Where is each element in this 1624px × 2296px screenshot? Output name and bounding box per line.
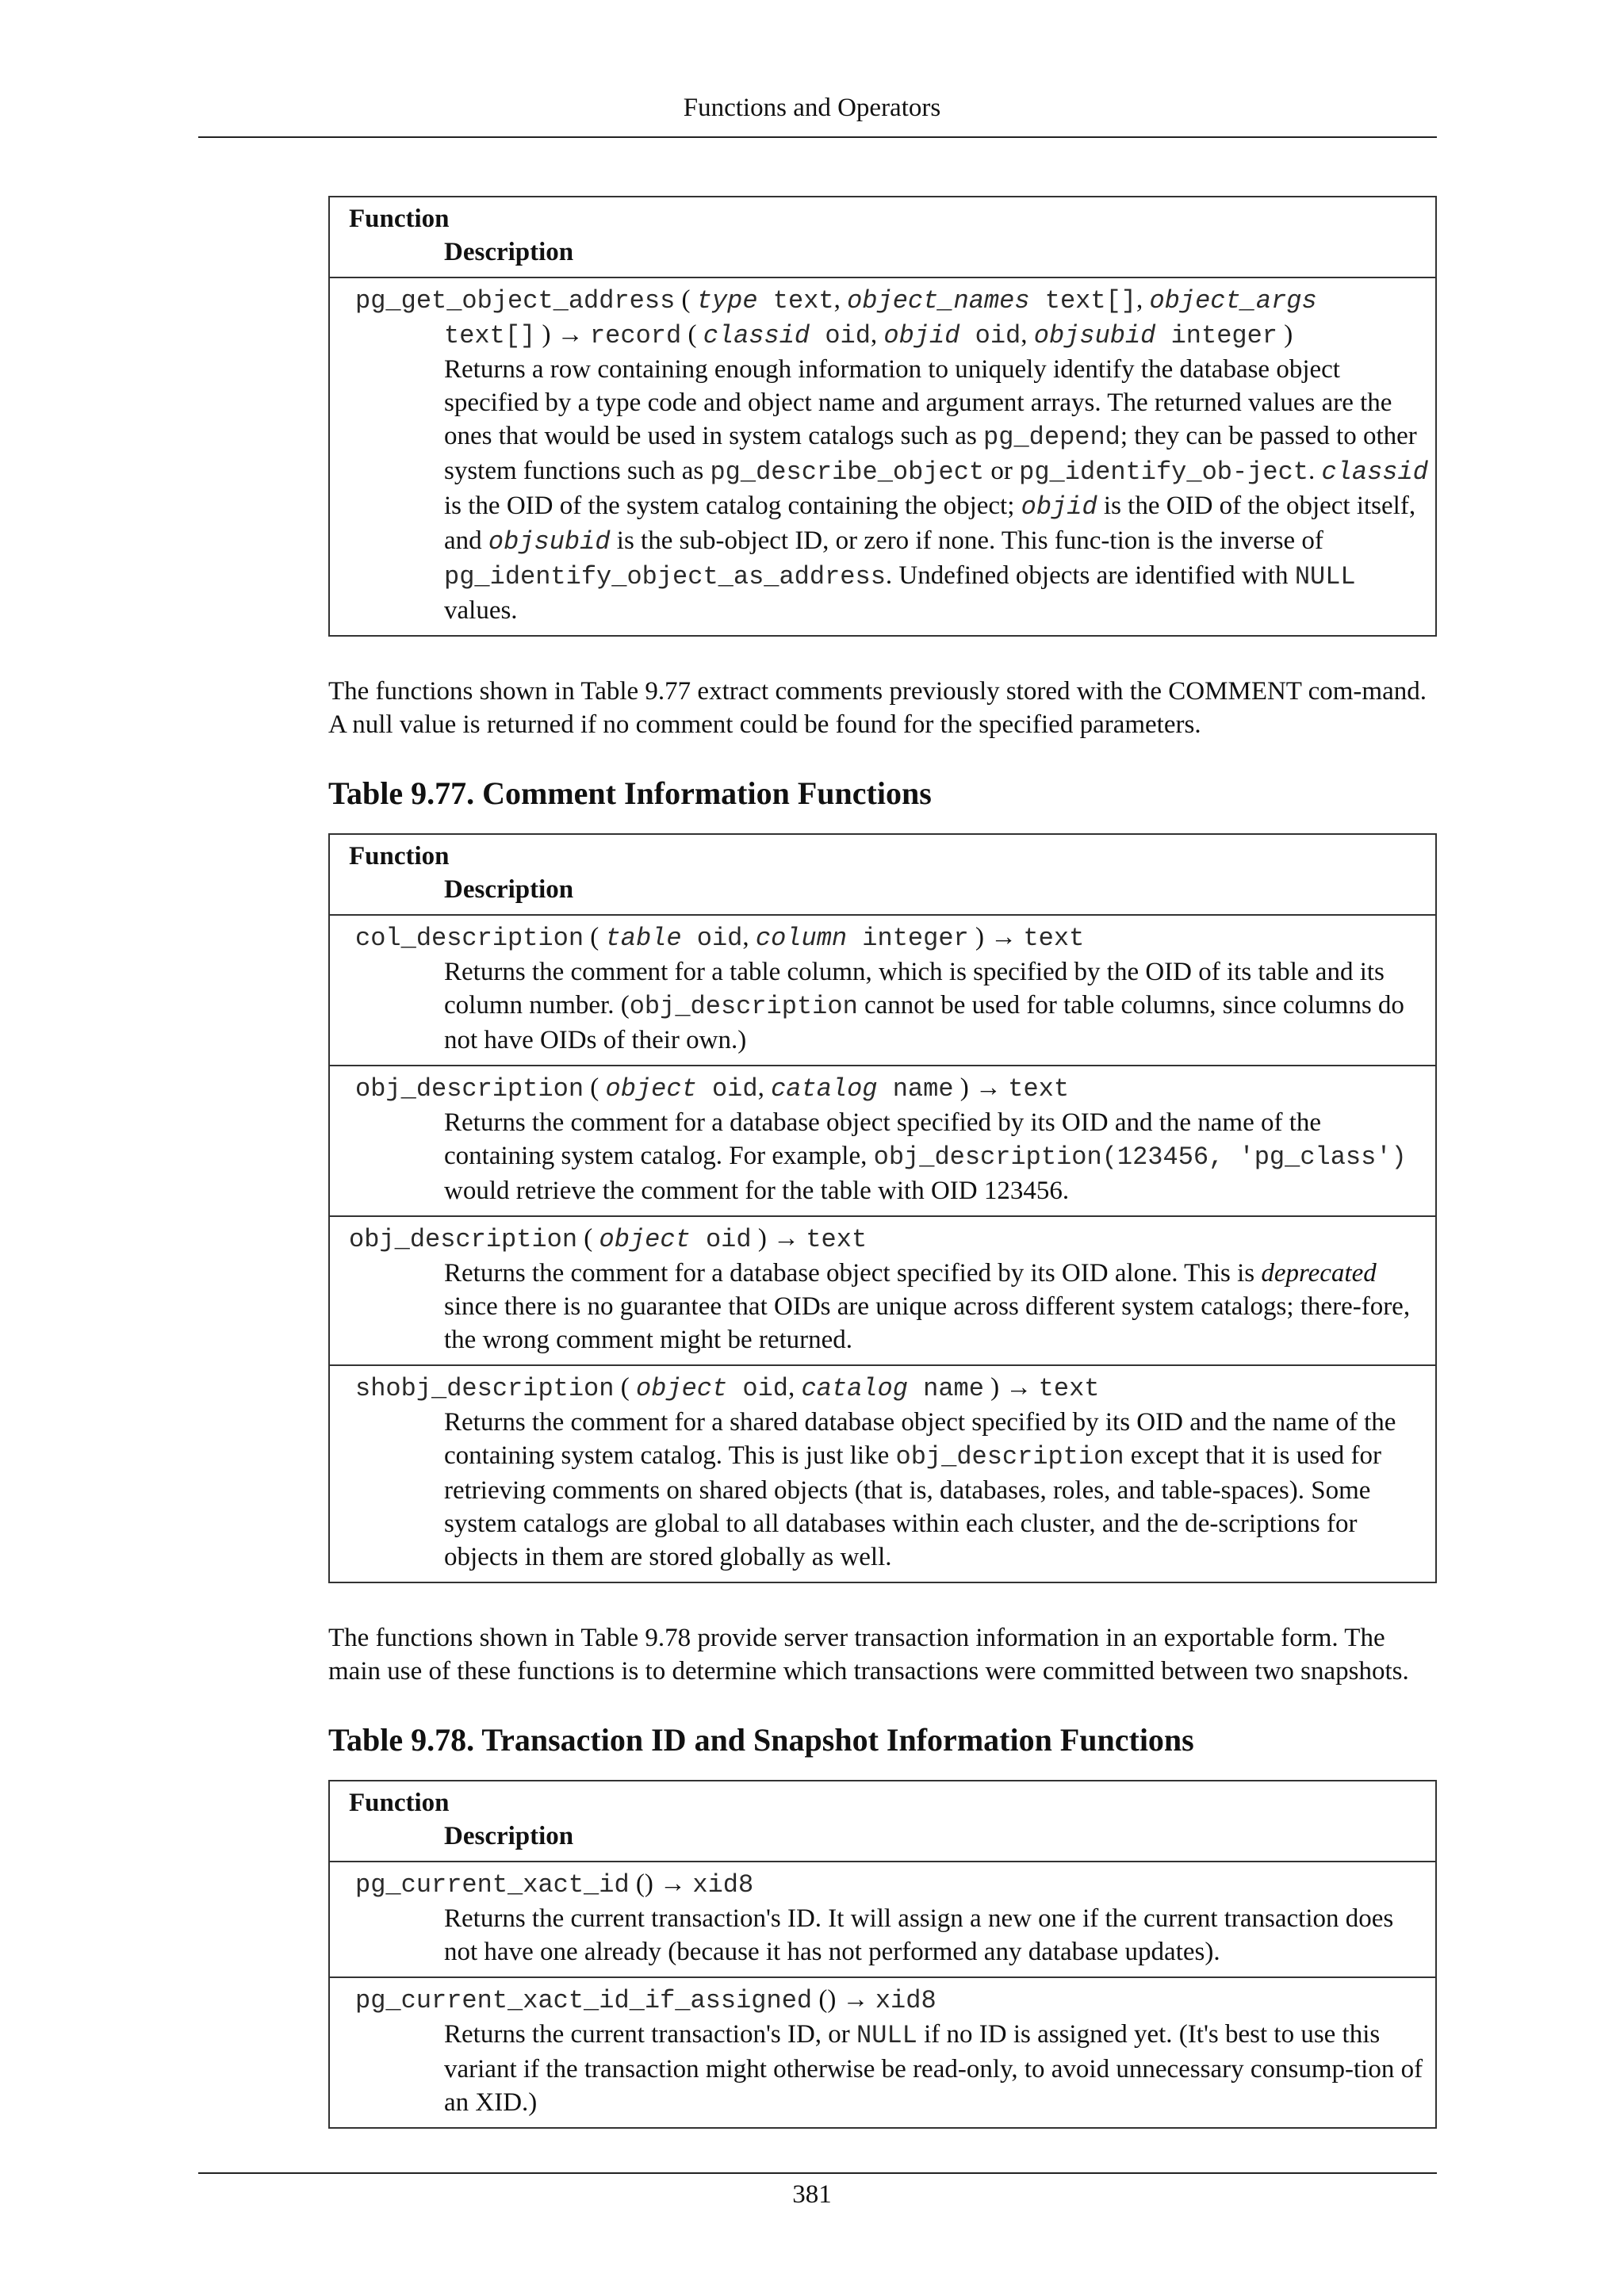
function-signature-continued: text[] ) → record ( classid oid, objid oid, objsubid integer ) <box>444 320 1293 350</box>
table-row <box>330 916 1435 1065</box>
column-header-description: Description <box>444 238 574 266</box>
page-number: 381 <box>792 2180 832 2209</box>
running-header: Functions and Operators <box>683 94 941 122</box>
function-signature: col_description ( table oid, column integer ) → text <box>355 923 1085 953</box>
function-signature: obj_description ( object oid, catalog name ) → text <box>355 1073 1070 1104</box>
param-name: objid <box>883 321 960 350</box>
table-header <box>330 197 1435 278</box>
table-row <box>330 1364 1435 1582</box>
function-description: Returns the current transaction's ID, or NULL if no ID is assigned yet. (It's best to use this variant if the transaction might otherwise be read-only, to avoid unnecessary consump-tion of an XID.) <box>444 2020 1423 2117</box>
table-row <box>330 278 1435 635</box>
footer-rule <box>198 2172 1437 2174</box>
function-description: Returns the comment for a database object specified by its OID alone. This is deprecated since there is no guarantee that OIDs are unique across different system catalogs; there-fore, the wrong comment might be returned. <box>444 1259 1411 1354</box>
param-name: object <box>605 1074 697 1104</box>
function-signature: pg_current_xact_id () → xid8 <box>355 1869 754 1900</box>
function-description: Returns the comment for a table column, which is specified by the OID of its table and its column number. (obj_description cannot be used for table columns, since columns do not have OIDs of their own.) <box>444 958 1404 1054</box>
table-header <box>330 1781 1435 1862</box>
function-name: obj_description <box>355 1074 584 1104</box>
column-header-function: Function <box>349 1789 450 1817</box>
column-header-function: Function <box>349 842 450 871</box>
column-header-description: Description <box>444 1822 574 1850</box>
function-name: shobj_description <box>355 1374 615 1403</box>
function-signature: pg_get_object_address ( type text, object_names text[], object_args <box>355 285 1317 316</box>
return-type: xid8 <box>692 1870 754 1900</box>
param-name: catalog <box>771 1074 878 1104</box>
body-paragraph: The functions shown in Table 9.77 extract comments previously stored with the COMMENT com-mand. A null value is returned if no comment could be found for the specified parameters. <box>328 677 1427 739</box>
function-description: Returns a row containing enough information to uniquely identify the database object specified by a type code and object name and argument arrays. The returned values are the ones that would be used in system catalogs such as pg_depend; they can be passed to other system functions such as pg_describe_object or pg_identify_ob-ject. classid is the OID of the system catalog containing the object; objid is the OID of the object itself, and objsubid is the sub-object ID, or zero if none. This func-tion is the inverse of pg_identify_object_as_address. Undefined objects are identified with NULL values. <box>444 355 1428 625</box>
param-name: object <box>599 1225 691 1254</box>
return-type: text <box>806 1225 868 1254</box>
table-header <box>330 835 1435 916</box>
function-name: col_description <box>355 924 584 953</box>
page-content <box>328 196 1437 2129</box>
function-name: pg_current_xact_id <box>355 1870 630 1900</box>
function-name: obj_description <box>349 1225 578 1254</box>
table-row <box>330 1976 1435 2127</box>
param-name: type <box>696 286 758 316</box>
header-rule <box>198 136 1437 138</box>
column-header-description: Description <box>444 875 574 904</box>
column-header-function: Function <box>349 205 450 233</box>
param-name: object_args <box>1149 286 1317 316</box>
param-name: object <box>635 1374 728 1403</box>
return-type: text <box>1008 1074 1070 1104</box>
table-caption: Table 9.77. Comment Information Functions <box>328 775 932 811</box>
table-9-78 <box>328 1780 1437 2129</box>
param-name: object_names <box>847 286 1030 316</box>
table-caption: Table 9.78. Transaction ID and Snapshot Information Functions <box>328 1722 1194 1758</box>
function-signature: pg_current_xact_id_if_assigned () → xid8 <box>355 1985 936 2015</box>
function-description: Returns the current transaction's ID. It will assign a new one if the current transaction does not have one already (because it has not performed any database updates). <box>444 1904 1394 1966</box>
function-description: Returns the comment for a database object specified by its OID and the name of the containing system catalog. For example, obj_description(123456, 'pg_class') would retrieve the comment for the table with OID 123456. <box>444 1108 1407 1205</box>
function-name: pg_current_xact_id_if_assigned <box>355 1986 813 2015</box>
table-9-77 <box>328 833 1437 1583</box>
return-type: xid8 <box>875 1986 936 2015</box>
param-type: text <box>757 286 834 316</box>
param-type: text[] <box>1029 286 1136 316</box>
body-paragraph: The functions shown in Table 9.78 provide server transaction information in an exportable form. The main use of these functions is to determine which transactions were committed between two snapshots. <box>328 1624 1409 1686</box>
param-name: catalog <box>801 1374 908 1403</box>
return-type: text <box>1038 1374 1100 1403</box>
param-name: table <box>605 924 682 953</box>
table-row <box>330 1065 1435 1215</box>
param-name: objsubid <box>1033 321 1156 350</box>
return-type: record <box>589 321 682 350</box>
table-row <box>330 1862 1435 1976</box>
function-signature: shobj_description ( object oid, catalog name ) → text <box>355 1373 1100 1403</box>
param-name: column <box>755 924 848 953</box>
param-name: classid <box>703 321 810 350</box>
function-signature: obj_description ( object oid ) → text <box>349 1224 868 1254</box>
function-description: Returns the comment for a shared database object specified by its OID and the name of the containing system catalog. This is just like obj_description except that it is used for retrieving comments on shared objects (that is, databases, roles, and table-spaces). Some system catalogs are global to all databases within each cluster, and the de-scriptions for objects in them are stored globally as well. <box>444 1408 1396 1571</box>
table-row <box>330 1215 1435 1364</box>
param-type: text[] <box>444 321 536 350</box>
function-name: pg_get_object_address <box>355 286 676 316</box>
return-type: text <box>1023 924 1085 953</box>
table-9-76-continued <box>328 196 1437 637</box>
